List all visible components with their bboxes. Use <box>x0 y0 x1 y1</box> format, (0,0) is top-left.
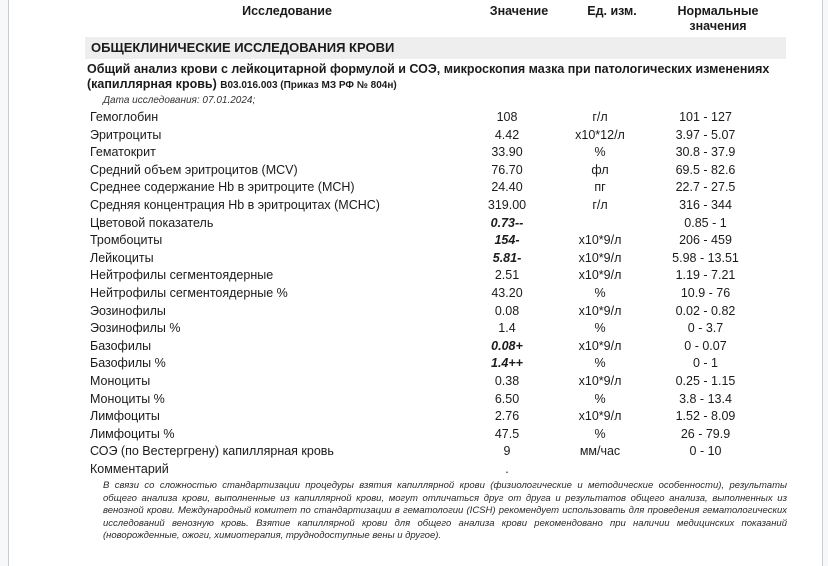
column-header-value: Значение <box>489 4 549 18</box>
range-cell: 0.85 - 1 <box>684 215 727 230</box>
table-row <box>0 443 828 461</box>
value-cell: 4.42 <box>494 127 520 142</box>
value-cell: 76.70 <box>491 162 523 177</box>
table-row <box>0 267 828 285</box>
section-header: ОБЩЕКЛИНИЧЕСКИЕ ИССЛЕДОВАНИЯ КРОВИ <box>85 37 786 59</box>
test-name-cell: Моноциты % <box>90 391 165 406</box>
unit-cell: г/л <box>592 197 608 212</box>
test-name-cell: Эозинофилы <box>90 303 166 318</box>
value-cell: 108 <box>496 110 518 124</box>
table-row <box>0 338 828 356</box>
comment-text: В связи со сложностью стандартизации процедуры взятия капиллярной крови (физиологические и методические особенности), результаты общего анализа крови, выполненные из капиллярной крови, могут отличаться друг от друга и результатов общего анализа, выполненных из венозной крови. Международный комитет по стандартизации в гематологии (ICSH) рекомендует использовать для проведения гематологических исследований венозную кровь. Взятие капиллярной крови для общего анализа крови рекомендовано при наличии медицинских показаний (новорожденные, ожоги, химиотерапия, труднодоступные вены и другое). <box>103 480 787 542</box>
value-cell: 5.81- <box>492 250 522 265</box>
test-date: Дата исследования: 07.01.2024; <box>103 95 256 106</box>
range-cell: 69.5 - 82.6 <box>675 162 736 177</box>
table-row <box>0 355 828 373</box>
range-cell: 0.25 - 1.15 <box>675 373 736 388</box>
value-cell: 24.40 <box>491 180 523 195</box>
value-cell: 9 <box>503 444 511 459</box>
range-cell: 30.8 - 37.9 <box>675 145 736 160</box>
unit-cell: % <box>594 356 606 371</box>
table-row <box>0 461 828 479</box>
test-name-cell: Среднее содержание Hb в эритроците (MCH) <box>90 180 355 195</box>
table-row <box>0 144 828 162</box>
table-row <box>0 285 828 303</box>
value-cell: 0.38 <box>494 373 520 388</box>
unit-cell: фл <box>591 162 609 177</box>
table-row <box>0 250 828 268</box>
value-cell: 33.90 <box>491 145 523 160</box>
range-cell: 316 - 344 <box>679 197 732 212</box>
value-cell: . <box>505 461 509 476</box>
test-title-line2-text: (капиллярная кровь) <box>87 77 217 91</box>
value-cell: 1.4++ <box>491 356 523 371</box>
test-name-cell: Нейтрофилы сегментоядерные % <box>90 285 288 300</box>
test-title-line2 <box>87 77 799 93</box>
test-name-cell: Лейкоциты <box>90 250 154 265</box>
unit-cell: х10*9/л <box>578 303 622 318</box>
range-cell: 26 - 79.9 <box>680 426 731 441</box>
test-name-cell: Эозинофилы % <box>90 321 181 336</box>
range-cell: 101 - 127 <box>679 110 732 124</box>
test-name-cell: Гематокрит <box>90 145 156 160</box>
table-row <box>0 232 828 250</box>
table-row <box>0 127 828 145</box>
range-cell: 0 - 10 <box>689 444 722 459</box>
range-cell: 10.9 - 76 <box>680 285 731 300</box>
unit-cell: х10*12/л <box>575 127 625 142</box>
unit-cell: % <box>594 145 606 160</box>
unit-cell: х10*9/л <box>578 233 622 248</box>
column-header-test: Исследование <box>242 4 332 18</box>
range-cell: 0 - 0.07 <box>684 338 727 353</box>
table-row <box>0 426 828 444</box>
unit-cell: х10*9/л <box>578 338 622 353</box>
value-cell: 2.51 <box>494 268 520 283</box>
test-name-cell: Средняя концентрация Hb в эритроцитах (MCHC) <box>90 197 380 212</box>
test-name-cell: Эритроциты <box>90 127 162 142</box>
table-row <box>0 303 828 321</box>
unit-cell: пг <box>594 180 606 195</box>
table-row <box>0 320 828 338</box>
table-row <box>0 408 828 426</box>
unit-cell: % <box>594 285 606 300</box>
test-name-cell: Гемоглобин <box>90 110 159 124</box>
range-cell: 206 - 459 <box>679 233 732 248</box>
value-cell: 47.5 <box>494 426 520 441</box>
range-cell: 3.8 - 13.4 <box>679 391 732 406</box>
value-cell: 154- <box>494 233 520 248</box>
table-row <box>0 162 828 180</box>
test-name-cell: Базофилы <box>90 338 152 353</box>
test-name-cell: Моноциты <box>90 373 151 388</box>
unit-cell: % <box>594 391 606 406</box>
test-name-cell: Базофилы % <box>90 356 166 371</box>
range-cell: 1.19 - 7.21 <box>675 268 736 283</box>
unit-cell: г/л <box>592 110 608 124</box>
value-cell: 43.20 <box>491 285 523 300</box>
unit-cell: мм/час <box>579 444 621 459</box>
test-name-cell: СОЭ (по Вестергрену) капиллярная кровь <box>90 444 334 459</box>
test-name-cell: Комментарий <box>90 461 169 476</box>
column-header-normal: Нормальные значения <box>677 4 759 33</box>
table-row <box>0 109 828 127</box>
value-cell: 319.00 <box>487 197 527 212</box>
unit-cell: х10*9/л <box>578 373 622 388</box>
unit-cell: х10*9/л <box>578 250 622 265</box>
unit-cell: % <box>594 426 606 441</box>
range-cell: 22.7 - 27.5 <box>675 180 736 195</box>
value-cell: 0.08+ <box>491 338 523 353</box>
value-cell: 0.08 <box>494 303 520 318</box>
test-name-cell: Цветовой показатель <box>90 215 214 230</box>
value-cell: 0.73-- <box>490 215 524 230</box>
unit-cell: % <box>594 321 606 336</box>
range-cell: 0 - 3.7 <box>687 321 724 336</box>
range-cell: 0.02 - 0.82 <box>675 303 736 318</box>
test-name-cell: Лимфоциты <box>90 409 160 424</box>
test-code: В03.016.003 (Приказ МЗ РФ № 804н) <box>220 80 397 91</box>
range-cell: 3.97 - 5.07 <box>675 127 736 142</box>
range-cell: 1.52 - 8.09 <box>675 409 736 424</box>
results-table <box>0 109 828 478</box>
unit-cell: х10*9/л <box>578 409 622 424</box>
table-row <box>0 179 828 197</box>
table-row <box>0 215 828 233</box>
value-cell: 1.4 <box>498 321 516 336</box>
test-name-cell: Нейтрофилы сегментоядерные <box>90 268 274 283</box>
test-name-cell: Лимфоциты % <box>90 426 175 441</box>
value-cell: 6.50 <box>494 391 520 406</box>
test-title-line1: Общий анализ крови с лейкоцитарной формулой и СОЭ, микроскопия мазка при патологических изменениях <box>87 62 770 76</box>
column-header-unit: Ед. изм. <box>587 4 637 18</box>
range-cell: 5.98 - 13.51 <box>672 250 739 265</box>
table-row <box>0 391 828 409</box>
test-title <box>87 62 799 93</box>
test-name-cell: Средний объем эритроцитов (MCV) <box>90 162 298 177</box>
table-row <box>0 373 828 391</box>
test-name-cell: Тромбоциты <box>90 233 163 248</box>
table-row <box>0 197 828 215</box>
value-cell: 2.76 <box>494 409 520 424</box>
unit-cell: х10*9/л <box>578 268 622 283</box>
range-cell: 0 - 1 <box>692 356 718 371</box>
